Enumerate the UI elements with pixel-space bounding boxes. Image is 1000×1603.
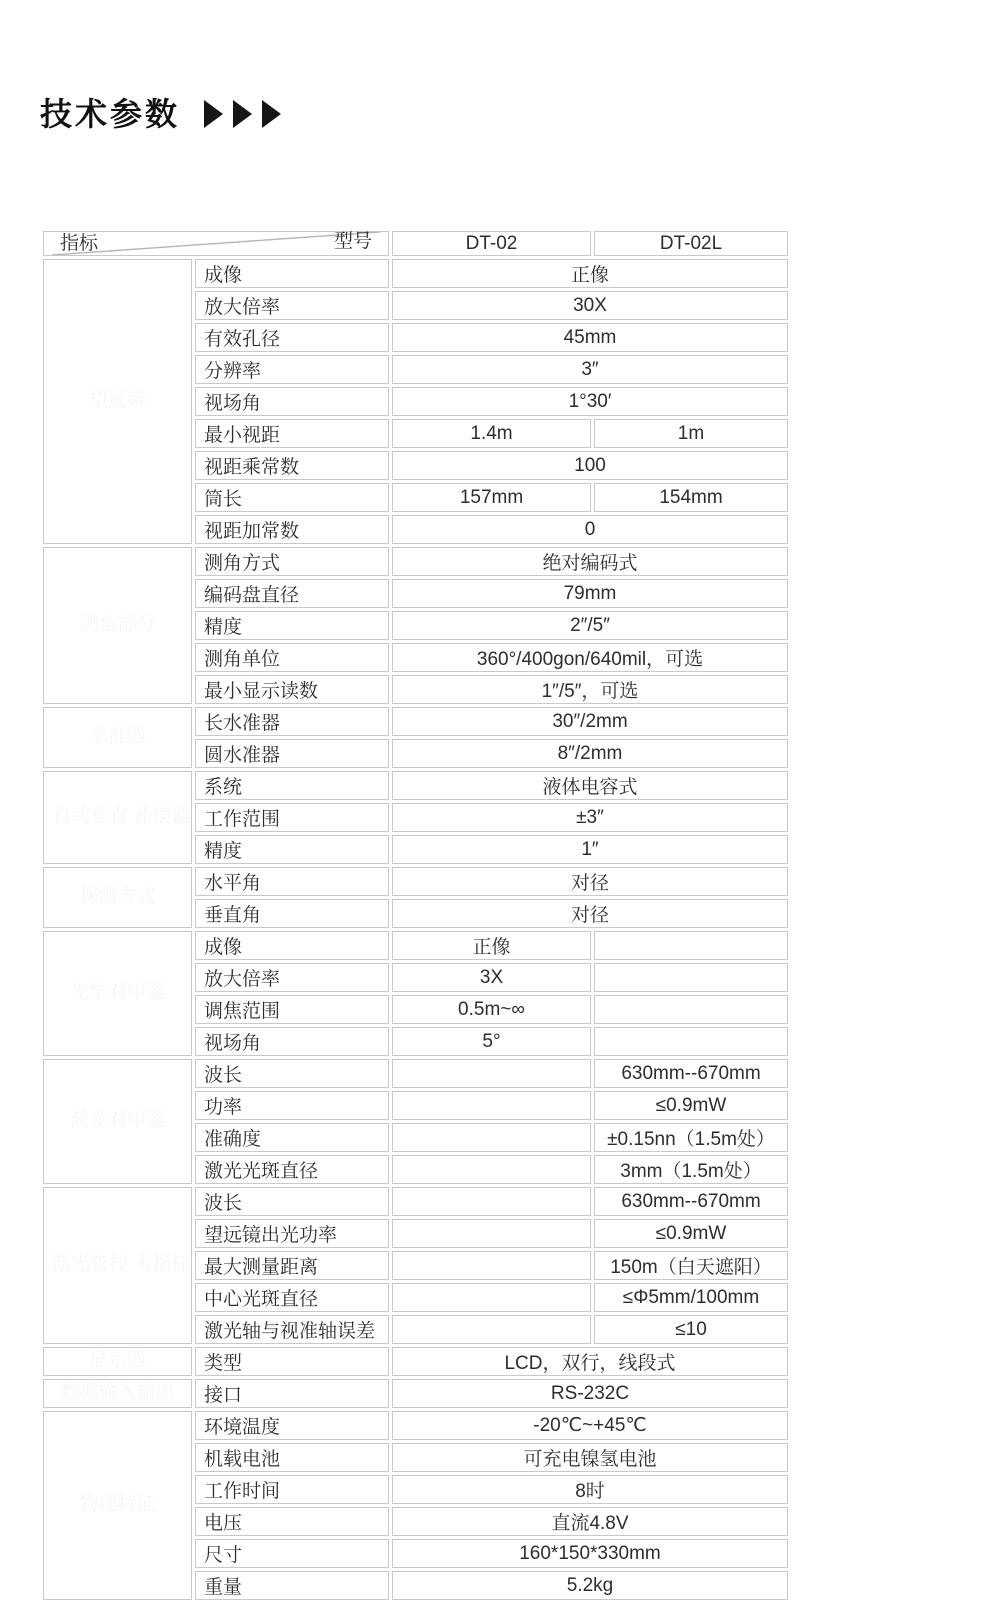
param-value-merged: 30X <box>392 291 788 320</box>
param-label-cell: 激光轴与视准轴误差 <box>195 1315 389 1344</box>
param-value-merged: 绝对编码式 <box>392 547 788 576</box>
param-label-cell: 编码盘直径 <box>195 579 389 608</box>
param-value-dt02l <box>594 931 788 960</box>
param-label-cell: 成像 <box>195 259 389 288</box>
param-value-merged: RS-232C <box>392 1379 788 1408</box>
param-value-dt02l: ≤0.9mW <box>594 1091 788 1120</box>
spec-table <box>40 228 791 1603</box>
param-label-cell: 类型 <box>195 1347 389 1376</box>
param-value-merged: 2″/5″ <box>392 611 788 640</box>
param-value-merged: 对径 <box>392 867 788 896</box>
group-label-cell: 望远镜 <box>43 259 192 544</box>
param-value-merged: ±3″ <box>392 803 788 832</box>
param-label-cell: 机载电池 <box>195 1443 389 1472</box>
param-label-cell: 工作范围 <box>195 803 389 832</box>
spec-row <box>43 1347 788 1376</box>
param-value-dt02: 0.5m~∞ <box>392 995 591 1024</box>
spec-row <box>43 1411 788 1440</box>
spec-row <box>43 771 788 800</box>
group-label-cell: 显示器 <box>43 1347 192 1376</box>
param-value-dt02l: ≤10 <box>594 1315 788 1344</box>
param-value-merged: 360°/400gon/640mil，可选 <box>392 643 788 672</box>
spec-row <box>43 1059 788 1088</box>
param-label-cell: 波长 <box>195 1059 389 1088</box>
param-value-dt02 <box>392 1123 591 1152</box>
param-label-cell: 准确度 <box>195 1123 389 1152</box>
group-label-cell: 数据输入输出 <box>43 1379 192 1408</box>
corner-label-indicator: 指标 <box>60 233 99 255</box>
param-value-dt02 <box>392 1091 591 1120</box>
param-value-dt02l: 154mm <box>594 483 788 512</box>
group-label-cell: 测角部分 <box>43 547 192 704</box>
spec-row <box>43 1379 788 1408</box>
param-value-merged: 1″/5″，可选 <box>392 675 788 704</box>
param-label-cell: 接口 <box>195 1379 389 1408</box>
group-label-cell: 光学对中器 <box>43 931 192 1056</box>
param-label-cell: 视距加常数 <box>195 515 389 544</box>
param-value-merged: 正像 <box>392 259 788 288</box>
param-value-dt02 <box>392 1059 591 1088</box>
param-value-dt02 <box>392 1315 591 1344</box>
spec-row <box>43 867 788 896</box>
param-value-merged: 1″ <box>392 835 788 864</box>
param-label-cell: 精度 <box>195 611 389 640</box>
param-value-dt02l <box>594 995 788 1024</box>
spec-row <box>43 547 788 576</box>
corner-label-model: 型号 <box>333 231 372 252</box>
param-value-dt02l: ≤0.9mW <box>594 1219 788 1248</box>
param-value-dt02 <box>392 1219 591 1248</box>
param-label-cell: 水平角 <box>195 867 389 896</box>
param-value-dt02: 157mm <box>392 483 591 512</box>
param-value-dt02 <box>392 1283 591 1312</box>
param-label-cell: 最大测量距离 <box>195 1251 389 1280</box>
param-label-cell: 长水准器 <box>195 707 389 736</box>
table-header-row <box>43 231 788 256</box>
param-value-merged: -20℃~+45℃ <box>392 1411 788 1440</box>
param-label-cell: 垂直角 <box>195 899 389 928</box>
param-value-dt02: 5° <box>392 1027 591 1056</box>
model-header-dt02l: DT-02L <box>594 231 788 256</box>
param-label-cell: 圆水准器 <box>195 739 389 768</box>
param-value-merged: 直流4.8V <box>392 1507 788 1536</box>
forward-triangles-icon <box>204 100 281 128</box>
group-label-cell: 物理特征 <box>43 1411 192 1600</box>
param-value-merged: 79mm <box>392 579 788 608</box>
param-value-dt02l: 630mm--670mm <box>594 1187 788 1216</box>
spec-row <box>43 707 788 736</box>
play-triangle-icon <box>233 100 252 128</box>
param-label-cell: 精度 <box>195 835 389 864</box>
param-label-cell: 系统 <box>195 771 389 800</box>
model-header-dt02: DT-02 <box>392 231 591 256</box>
param-value-dt02 <box>392 1155 591 1184</box>
param-label-cell: 电压 <box>195 1507 389 1536</box>
param-label-cell: 波长 <box>195 1187 389 1216</box>
param-label-cell: 功率 <box>195 1091 389 1120</box>
param-value-dt02 <box>392 1187 591 1216</box>
param-label-cell: 最小显示读数 <box>195 675 389 704</box>
param-label-cell: 测角方式 <box>195 547 389 576</box>
param-value-merged: 45mm <box>392 323 788 352</box>
param-label-cell: 环境温度 <box>195 1411 389 1440</box>
param-label-cell: 成像 <box>195 931 389 960</box>
spec-row <box>43 931 788 960</box>
param-label-cell: 中心光斑直径 <box>195 1283 389 1312</box>
page-title: 技术参数 <box>40 96 181 132</box>
param-label-cell: 视场角 <box>195 387 389 416</box>
param-value-dt02l: ±0.15nn（1.5m处） <box>594 1123 788 1152</box>
play-triangle-icon <box>262 100 281 128</box>
param-value-merged: 30″/2mm <box>392 707 788 736</box>
param-label-cell: 放大倍率 <box>195 963 389 992</box>
param-value-merged: 1°30′ <box>392 387 788 416</box>
param-value-dt02: 1.4m <box>392 419 591 448</box>
param-value-dt02l: 1m <box>594 419 788 448</box>
param-label-cell: 测角单位 <box>195 643 389 672</box>
param-value-dt02l: 3mm（1.5m处） <box>594 1155 788 1184</box>
param-label-cell: 最小视距 <box>195 419 389 448</box>
param-value-dt02l <box>594 1027 788 1056</box>
param-value-merged: 160*150*330mm <box>392 1539 788 1568</box>
title-block <box>40 98 281 130</box>
group-label-cell: 探测方式 <box>43 867 192 928</box>
param-label-cell: 筒长 <box>195 483 389 512</box>
param-value-merged: 5.2kg <box>392 1571 788 1600</box>
param-label-cell: 激光光斑直径 <box>195 1155 389 1184</box>
corner-cell <box>43 231 389 256</box>
param-value-dt02l: 630mm--670mm <box>594 1059 788 1088</box>
param-value-dt02: 正像 <box>392 931 591 960</box>
param-label-cell: 分辨率 <box>195 355 389 384</box>
param-value-merged: 8时 <box>392 1475 788 1504</box>
play-triangle-icon <box>204 100 223 128</box>
param-label-cell: 望远镜出光功率 <box>195 1219 389 1248</box>
param-label-cell: 视场角 <box>195 1027 389 1056</box>
param-value-dt02l: ≤Φ5mm/100mm <box>594 1283 788 1312</box>
param-value-merged: 液体电容式 <box>392 771 788 800</box>
param-value-dt02l: 150m（白天遮阳） <box>594 1251 788 1280</box>
param-label-cell: 尺寸 <box>195 1539 389 1568</box>
param-value-merged: 对径 <box>392 899 788 928</box>
param-label-cell: 放大倍率 <box>195 291 389 320</box>
param-label-cell: 重量 <box>195 1571 389 1600</box>
group-label-cell: 自动垂直 补偿器 <box>43 771 192 864</box>
param-label-cell: 工作时间 <box>195 1475 389 1504</box>
param-value-dt02l <box>594 963 788 992</box>
param-label-cell: 有效孔径 <box>195 323 389 352</box>
group-label-cell: 激光管技 术指标 <box>43 1187 192 1344</box>
spec-row <box>43 259 788 288</box>
param-value-merged: 8″/2mm <box>392 739 788 768</box>
group-label-cell: 水准器 <box>43 707 192 768</box>
param-value-merged: 可充电镍氢电池 <box>392 1443 788 1472</box>
param-value-dt02: 3X <box>392 963 591 992</box>
param-label-cell: 调焦范围 <box>195 995 389 1024</box>
spec-row <box>43 1187 788 1216</box>
param-value-merged: 3″ <box>392 355 788 384</box>
param-value-merged: LCD，双行，线段式 <box>392 1347 788 1376</box>
corner-diagonal <box>52 232 380 255</box>
param-label-cell: 视距乘常数 <box>195 451 389 480</box>
param-value-dt02 <box>392 1251 591 1280</box>
group-label-cell: 激光对中器 <box>43 1059 192 1184</box>
param-value-merged: 100 <box>392 451 788 480</box>
param-value-merged: 0 <box>392 515 788 544</box>
